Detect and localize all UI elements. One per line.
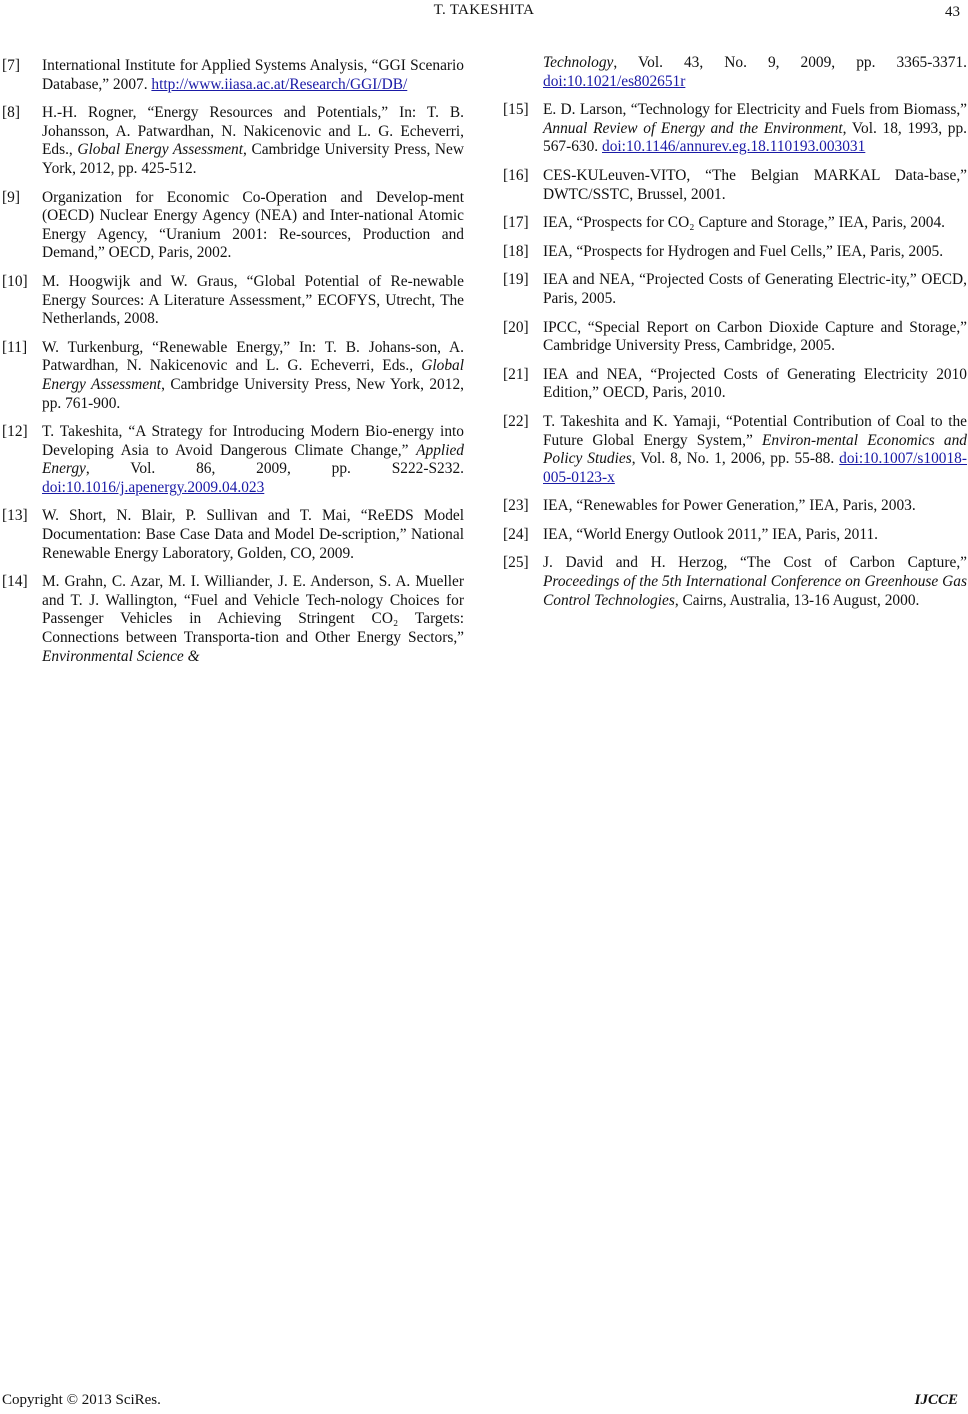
reference-segment: CES-KULeuven-VITO, “The Belgian MARKAL Data-base,” DWTC/SSTC, Brussel, 2001.	[543, 166, 967, 203]
reference-text	[543, 243, 967, 262]
reference-text	[543, 366, 967, 403]
reference-segment: T. Takeshita, “A Strategy for Introducing Modern Bio-energy into Developing Asia to Avoid Dangerous Climate Change,”	[42, 423, 464, 459]
reference-text	[543, 54, 967, 91]
reference-column-right	[503, 54, 967, 620]
reference-number: [9]	[2, 188, 20, 206]
reference-text	[42, 573, 464, 666]
reference-column-left	[2, 57, 464, 676]
reference-segment: , Cairns, Australia, 13-16 August, 2000.	[674, 591, 920, 609]
reference-text	[543, 214, 967, 233]
reference-entry	[2, 507, 464, 563]
reference-source-title: Environ-mental Economics and Policy Studies	[543, 431, 967, 468]
reference-number: [11]	[2, 338, 28, 356]
reference-text	[543, 319, 967, 356]
reference-text	[42, 423, 464, 497]
reference-number: [17]	[503, 214, 529, 232]
reference-entry	[2, 57, 464, 94]
reference-source-title: Applied Energy	[42, 441, 464, 478]
reference-entry	[2, 423, 464, 497]
reference-number: [22]	[503, 412, 529, 430]
reference-segment: , Vol. 8, No. 1, 2006, pp. 55-88.	[631, 450, 840, 468]
reference-source-title: Global Energy Assessment	[42, 357, 464, 393]
reference-link[interactable]: doi:10.1146/annurev.eg.18.110193.003031	[602, 138, 866, 156]
reference-segment: Organization for Economic Co‑Operation and Develop-ment (OECD) Nuclear Energy Agency (NEA) and Inter-national Atomic Energy Agency, “Uranium 2001: Re-sources, Production and Demand,” OECD, Paris, 2002.	[42, 188, 464, 262]
reference-entry	[503, 243, 967, 262]
reference-segment: IEA and NEA, “Projected Costs of Generating Electricity 2010 Edition,” OECD, Paris, 2010.	[543, 365, 967, 402]
reference-number: [18]	[503, 242, 529, 260]
reference-segment: W. Short, N. Blair, P. Sullivan and T. Mai, “ReEDS Model Documentation: Base Case Data and Model De-scription,” National Renewable Energy Laboratory, Golden, CO, 2009.	[42, 507, 464, 562]
reference-segment: IEA, “World Energy Outlook 2011,” IEA, Paris, 2011.	[543, 525, 879, 543]
reference-entry	[503, 54, 967, 91]
reference-entry	[503, 554, 967, 610]
reference-segment: , Vol. 18, 1993, pp. 567-630.	[543, 119, 967, 156]
reference-segment: IEA, “Renewables for Power Generation,” IEA, Paris, 2003.	[543, 497, 916, 515]
reference-entry	[503, 167, 967, 204]
reference-entry	[2, 339, 464, 413]
reference-number: [15]	[503, 101, 529, 119]
reference-source-title: Proceedings of the 5th International Conference on Greenhouse Gas Control Technologies	[543, 573, 967, 609]
reference-segment: J. David and H. Herzog, “The Cost of Carbon Capture,”	[543, 554, 967, 572]
reference-entry	[503, 366, 967, 403]
reference-text	[543, 497, 967, 516]
reference-link[interactable]: http://www.iiasa.ac.at/Research/GGI/DB/	[151, 75, 408, 93]
reference-number: [21]	[503, 365, 529, 383]
reference-entry	[2, 104, 464, 178]
reference-text	[543, 554, 967, 610]
reference-segment: IPCC, “Special Report on Carbon Dioxide Capture and Storage,” Cambridge University Press, Cambridge, 2005.	[543, 318, 967, 355]
reference-entry	[2, 273, 464, 329]
reference-entry	[2, 573, 464, 666]
reference-entry	[503, 271, 967, 308]
reference-entry	[2, 189, 464, 263]
reference-text	[42, 507, 464, 563]
reference-text	[543, 526, 967, 545]
reference-entry	[503, 101, 967, 157]
reference-entry	[503, 319, 967, 356]
reference-number: [19]	[503, 271, 529, 289]
reference-entry	[503, 214, 967, 233]
reference-link[interactable]: doi:10.1007/s10018-005-0123-x	[543, 450, 967, 486]
reference-number: [25]	[503, 554, 529, 572]
reference-segment: , Cambridge University Press, New York, 2012, pp. 761-900.	[42, 375, 464, 412]
reference-text	[42, 189, 464, 263]
journal-abbreviation: IJCCE	[914, 1392, 958, 1409]
reference-entry	[503, 413, 967, 487]
reference-text	[42, 339, 464, 413]
reference-number: [12]	[2, 423, 28, 441]
reference-number: [10]	[2, 272, 28, 290]
reference-source-title: Annual Review of Energy and the Environment	[543, 119, 843, 137]
reference-segment: W. Turkenburg, “Renewable Energy,” In: T. B. Johans-son, A. Patwardhan, N. Nakicenovic and L. G. Echeverri, Eds.,	[42, 338, 464, 375]
page-number: 43	[945, 4, 960, 20]
reference-text	[543, 101, 967, 157]
reference-source-title: Environmental Science &	[42, 647, 200, 665]
reference-number: [8]	[2, 104, 20, 122]
reference-segment: , Vol. 43, No. 9, 2009, pp. 3365-3371.	[613, 54, 967, 71]
reference-text	[42, 57, 464, 94]
reference-text	[42, 273, 464, 329]
reference-number: [14]	[2, 573, 28, 591]
reference-link[interactable]: doi:10.1021/es802651r	[543, 72, 686, 90]
reference-segment: IEA, “Prospects for Hydrogen and Fuel Cells,” IEA, Paris, 2005.	[543, 242, 944, 260]
reference-segment: T. Takeshita and K. Yamaji, “Potential Contribution of Coal to the Future Global Energy System,”	[543, 412, 967, 449]
reference-segment: H.-H. Rogner, “Energy Resources and Potentials,” In: T. B. Johansson, A. Patwardhan, N. Nakicenovic and L. G. Echeverri, Eds.,	[42, 104, 464, 159]
reference-segment: International Institute for Applied Systems Analysis, “GGI Scenario Database,” 2007.	[42, 57, 464, 93]
reference-number: [20]	[503, 318, 529, 336]
copyright-notice: Copyright © 2013 SciRes.	[2, 1392, 161, 1409]
reference-number: [13]	[2, 507, 28, 525]
reference-segment: , Vol. 86, 2009, pp. S222-S232.	[85, 460, 464, 478]
reference-source-title: Technology	[543, 54, 614, 71]
reference-segment: IEA, “Prospects for CO₂ Capture and Storage,” IEA, Paris, 2004.	[543, 214, 946, 232]
reference-segment: E. D. Larson, “Technology for Electricity and Fuels from Biomass,”	[543, 101, 967, 119]
reference-entry	[503, 526, 967, 545]
running-head: T. TAKESHITA	[433, 2, 535, 18]
reference-number: [7]	[2, 57, 20, 74]
reference-source-title: Global Energy Assessment	[77, 141, 244, 159]
reference-segment: M. Hoogwijk and W. Graus, “Global Potential of Re-newable Energy Sources: A Literature Assessment,” ECOFYS, Utrecht, The Netherlands, 2008.	[42, 272, 464, 328]
reference-segment: IEA and NEA, “Projected Costs of Generating Electric-ity,” OECD, Paris, 2005.	[543, 271, 967, 307]
reference-link[interactable]: doi:10.1016/j.apenergy.2009.04.023	[42, 478, 265, 496]
reference-number: [16]	[503, 166, 529, 184]
reference-segment: , Cambridge University Press, New York, 2012, pp. 425-512.	[42, 141, 464, 177]
reference-entry	[503, 497, 967, 516]
reference-text	[42, 104, 464, 178]
reference-number: [24]	[503, 525, 529, 543]
reference-text	[543, 167, 967, 204]
reference-text	[543, 413, 967, 487]
reference-number: [23]	[503, 497, 529, 515]
reference-text	[543, 271, 967, 308]
reference-segment: M. Grahn, C. Azar, M. I. Williander, J. E. Anderson, S. A. Mueller and T. J. Wallington, “Fuel and Vehicle Tech-nology Choices for Passenger Vehicles in Achieving Stringent CO₂ Targets: Connections between Transporta-tion and Other Energy Sectors,”	[42, 573, 464, 647]
